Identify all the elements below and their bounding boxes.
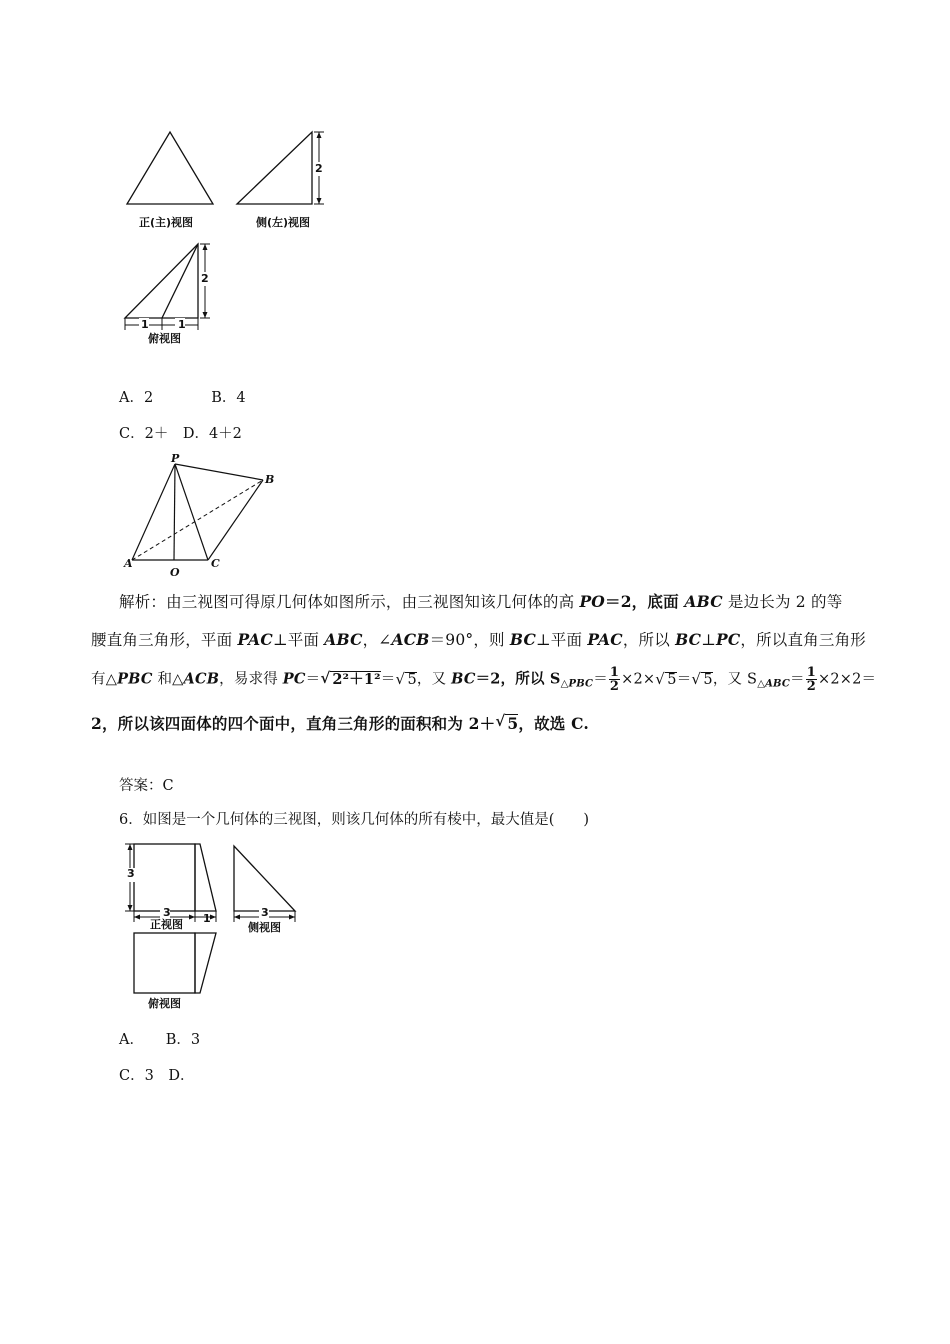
- front-view-square: [134, 844, 195, 911]
- top-view-left-dimension: 1: [141, 318, 149, 331]
- tetrahedron-figure: [120, 452, 290, 580]
- side-view-label: 侧(左)视图: [256, 216, 311, 229]
- front-view-slant: [195, 844, 216, 911]
- top-view-right-dimension: 1: [178, 318, 186, 331]
- solution-line-2: 腰直角三角形，平面 PAC⊥平面 ABC，∠ACB＝90°，则 BC⊥平面 PAC，所以 BC⊥PC，所以直角三角形: [91, 630, 866, 649]
- answer-line: 答案：C: [119, 778, 174, 794]
- q6-side-view-label: 侧视图: [248, 921, 281, 934]
- side-view-triangle: [237, 132, 312, 204]
- side-view-dimension: 2: [315, 162, 323, 175]
- front-view-label: 正(主)视图: [139, 216, 194, 229]
- side-view-triangle: [234, 846, 295, 911]
- solution-line-3: 有△PBC 和△ACB，易求得 PC＝√ 2²＋1²＝√ 5，又 BC＝2，所以 $S_{\triangle PBC}=$ $\frac{1}{2}$ ×2×√ 5＝√ 5，又 $S_{\triangle ABC}=$ $\frac{1}{2}$ ×2×2＝: [91, 666, 876, 693]
- q6-top-view-label: 俯视图: [148, 997, 181, 1010]
- point-p-label: P: [171, 452, 180, 465]
- point-b-label: B: [265, 473, 275, 486]
- top-view-label: 俯视图: [148, 332, 181, 345]
- top-view-square: [134, 933, 195, 993]
- solution-line-4: 2，所以该四面体的四个面中，直角三角形的面积和为 2＋√ 5，故选 C.: [91, 712, 589, 734]
- top-view-height-dimension: 2: [201, 272, 209, 285]
- q6-front-right-dimension: 1: [203, 912, 211, 925]
- top-view-slant: [195, 933, 216, 993]
- q5-options-line-1: A．2 B．4: [119, 390, 246, 406]
- point-c-label: C: [211, 557, 220, 570]
- q6-front-width-dimension: 3: [163, 906, 171, 919]
- top-view-outline: [125, 244, 198, 318]
- solution-line-1: 解析：由三视图可得原几何体如图所示，由三视图知该几何体的高 PO＝2，底面 ABC 是边长为 2 的等: [119, 592, 843, 611]
- q6-options-line-1: A． B．3: [119, 1032, 201, 1048]
- front-view-triangle: [127, 132, 213, 204]
- point-a-label: A: [124, 557, 133, 570]
- q6-front-view-label: 正视图: [150, 918, 183, 931]
- q5-options-line-2: C．2＋ D．4＋2: [119, 426, 242, 442]
- q6-stem: 6．如图是一个几何体的三视图，则该几何体的所有棱中，最大值是( ): [119, 812, 590, 828]
- point-o-label: O: [170, 566, 180, 579]
- q6-front-height-dimension: 3: [127, 867, 135, 880]
- q6-side-dimension: 3: [261, 906, 269, 919]
- q6-options-line-2: C．3 D．: [119, 1068, 195, 1084]
